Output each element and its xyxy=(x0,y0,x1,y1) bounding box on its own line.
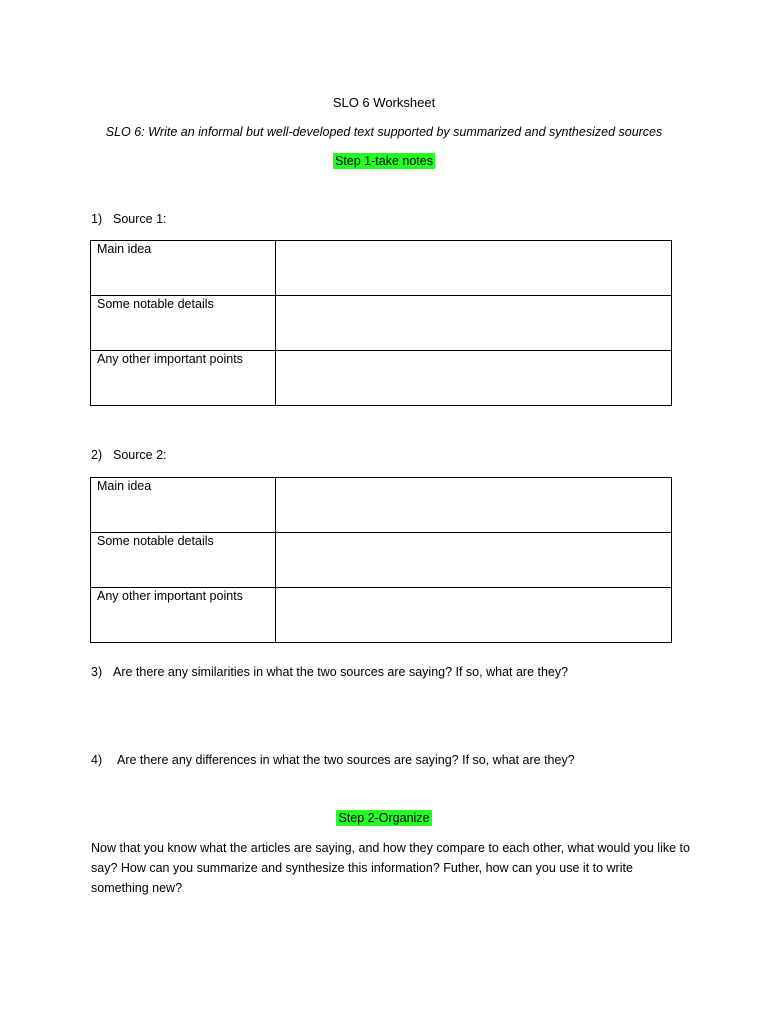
source-2-heading xyxy=(91,448,167,462)
table-row xyxy=(91,296,672,351)
question-3-text: Are there any similarities in what the two sources are saying? If so, what are they? xyxy=(113,665,569,679)
row-label-main-idea: Main idea xyxy=(91,241,276,296)
instructions-paragraph: Now that you know what the articles are saying, and how they compare to each other, what would you like to say? How can you summarize and synthesize this information? Futher, how can you use it to write something new? xyxy=(91,841,690,895)
step-1-heading xyxy=(0,154,768,168)
answer-cell[interactable] xyxy=(276,241,672,296)
step-2-label: Step 2-Organize xyxy=(338,811,430,825)
item-number: 3) xyxy=(91,665,103,679)
row-label-other-points: Any other important points xyxy=(91,588,276,643)
answer-cell[interactable] xyxy=(276,478,672,533)
worksheet-title: SLO 6 Worksheet xyxy=(332,95,436,110)
source-2-notes-table xyxy=(90,477,672,643)
item-number: 2) xyxy=(91,448,103,462)
row-label-main-idea: Main idea xyxy=(91,478,276,533)
question-3 xyxy=(91,665,568,679)
answer-cell[interactable] xyxy=(276,533,672,588)
question-4 xyxy=(91,753,575,767)
source-1-heading xyxy=(91,212,167,226)
table-row xyxy=(91,241,672,296)
step-2-heading xyxy=(0,811,768,825)
answer-cell[interactable] xyxy=(276,588,672,643)
table-row xyxy=(91,588,672,643)
source-2-label: Source 2: xyxy=(113,448,167,462)
table-row xyxy=(91,478,672,533)
row-label-other-points: Any other important points xyxy=(91,351,276,406)
question-4-text: Are there any differences in what the two sources are saying? If so, what are they? xyxy=(117,753,575,767)
slo-description: SLO 6: Write an informal but well-developed text supported by summarized and synthesized sources xyxy=(105,125,663,139)
item-number: 4) xyxy=(91,753,103,767)
item-number: 1) xyxy=(91,212,103,226)
row-label-notable-details: Some notable details xyxy=(91,533,276,588)
row-label-notable-details: Some notable details xyxy=(91,296,276,351)
table-row xyxy=(91,351,672,406)
answer-cell[interactable] xyxy=(276,351,672,406)
step-1-label: Step 1-take notes xyxy=(335,154,433,168)
source-1-notes-table xyxy=(90,240,672,406)
source-1-label: Source 1: xyxy=(113,212,167,226)
table-row xyxy=(91,533,672,588)
answer-cell[interactable] xyxy=(276,296,672,351)
